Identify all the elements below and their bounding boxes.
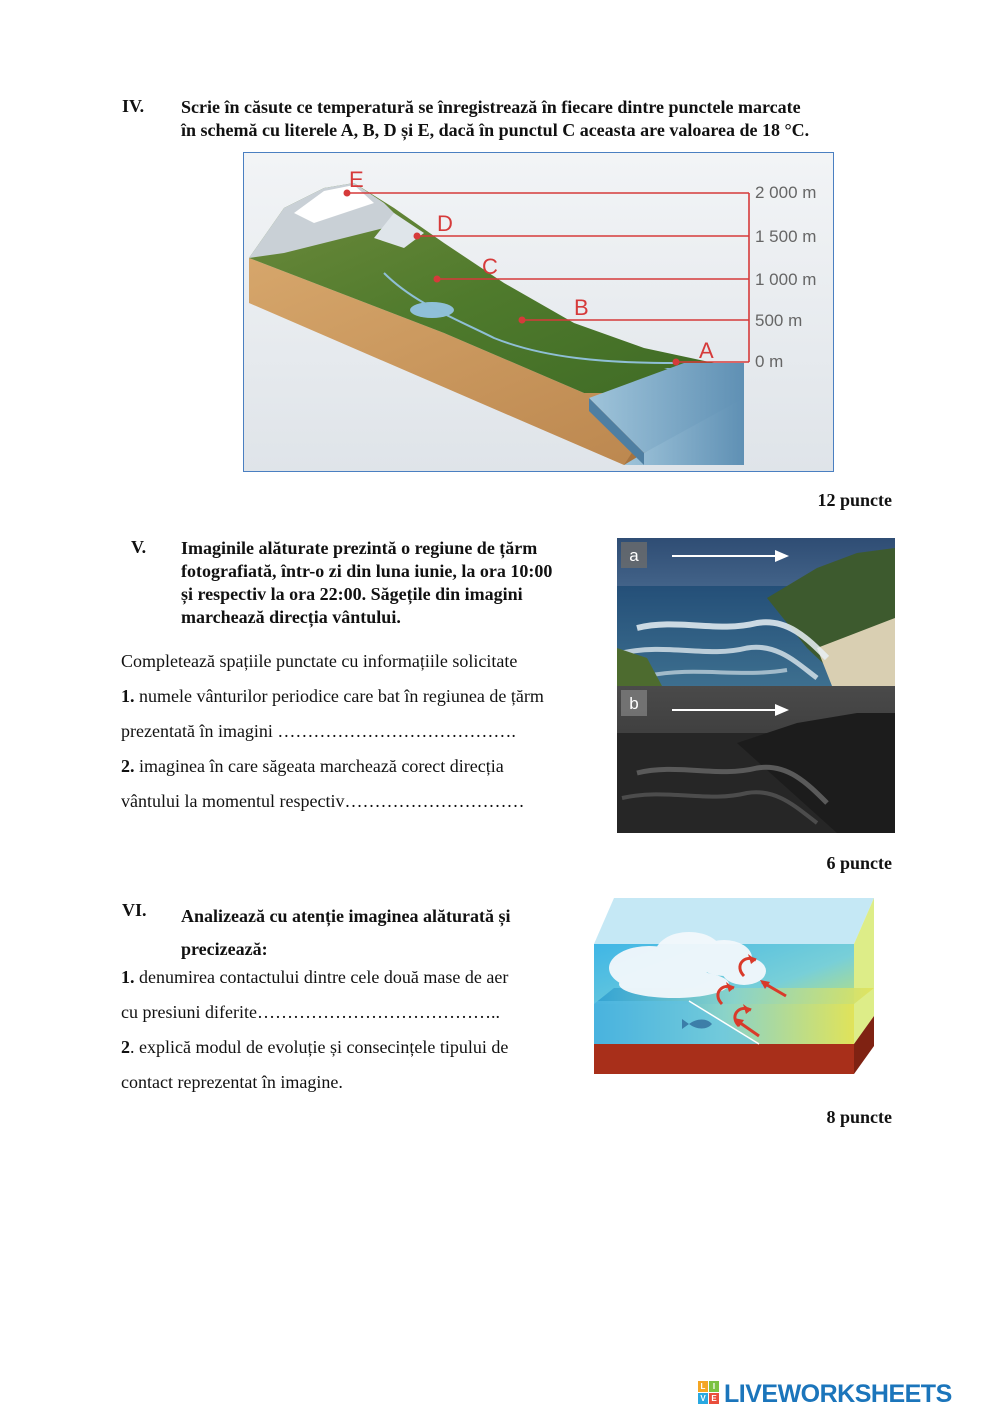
section-v-item2-number: 2. [121,756,135,776]
section-vi-item2-text: . explică modul de evoluție și consecințele tipului de [130,1037,509,1057]
section-v-item2 [121,749,611,784]
point-label-e: E [349,167,364,192]
section-v-item1-text: numele vânturilor periodice care bat în regiunea de țărm [134,686,544,706]
coast-photos [617,538,895,833]
point-label-d: D [437,211,453,236]
altitude-2000: 2 000 m [755,183,817,202]
altitude-500: 500 m [755,311,803,330]
section-v-title-line3: și respectiv la ora 22:00. Săgețile din imagini [181,584,523,604]
section-vi-number: VI. [122,900,147,920]
section-v-title-line4: marchează direcția vântului. [181,607,401,627]
section-vi-item1 [121,960,591,995]
weather-front-svg [594,896,874,1074]
section-v-item2-answer-line[interactable]: vântului la momentul respectiv………………………… [121,791,525,811]
altitude-0: 0 m [755,352,784,371]
section-v-item1 [121,679,611,714]
section-v-title-line2: fotografiată, într-o zi din luna iunie, la ora 10:00 [181,561,553,581]
section-iv-number: IV. [122,96,145,116]
photo-label-a: a [629,546,639,565]
point-label-a: A [699,338,714,363]
section-v-instruction: Completează spațiile punctate cu informațiile solicitate [121,651,518,671]
section-vi-title [181,900,581,966]
section-v-item2-text: imaginea în care săgeata marchează corect direcția [134,756,504,776]
logo-blocks-icon: L I V E [698,1381,720,1405]
point-label-c: C [482,254,498,279]
soil-layer [594,1044,854,1074]
section-v-title-line1: Imaginile alăturate prezintă o regiune de țărm [181,538,538,558]
section-v-body [121,644,611,819]
coast-photos-svg [617,538,895,833]
section-vi-item1-number: 1. [121,967,135,987]
section-v-item1-number: 1. [121,686,135,706]
section-v-number: V. [131,537,147,557]
section-v-title [181,537,611,629]
section-vi-item2 [121,1030,591,1065]
section-vi-title-line2: precizează: [181,939,268,959]
altitude-1000: 1 000 m [755,270,817,289]
liveworksheets-logo[interactable] [698,1379,994,1409]
section-iv-title-line2: în schemă cu literele A, B, D și E, dacă în punctul C aceasta are valoarea de 18 °C. [181,120,810,140]
section-vi-item1-text: denumirea contactului dintre cele două mase de aer [134,967,509,987]
altitude-diagram [243,152,834,472]
logo-text: LIVEWORKSHEETS [724,1380,952,1408]
section-vi-points: 8 puncte [826,1107,892,1127]
section-vi-item1-answer-line[interactable]: cu presiuni diferite………………………………….. [121,1002,500,1022]
section-v-points: 6 puncte [826,853,892,873]
section-iv-points: 12 puncte [817,490,892,510]
altitude-diagram-svg [244,153,833,471]
altitude-1500: 1 500 m [755,227,817,246]
section-vi-body [121,960,591,1100]
photo-day [617,538,895,686]
section-vi-item2-answer-line[interactable]: contact reprezentat în imagine. [121,1072,343,1092]
point-label-b: B [574,295,589,320]
photo-label-b: b [629,694,639,713]
section-v-item1-answer-line[interactable]: prezentată în imagini …………………………………. [121,721,516,741]
photo-night [617,686,895,833]
section-iv-title [181,96,941,142]
section-vi-title-line1: Analizează cu atenție imaginea alăturată și [181,906,511,926]
section-iv-title-line1: Scrie în căsute ce temperatură se înregistrează în fiecare dintre punctele marcate [181,97,801,117]
section-vi-item2-number: 2 [121,1037,130,1057]
weather-front-diagram [594,896,874,1074]
